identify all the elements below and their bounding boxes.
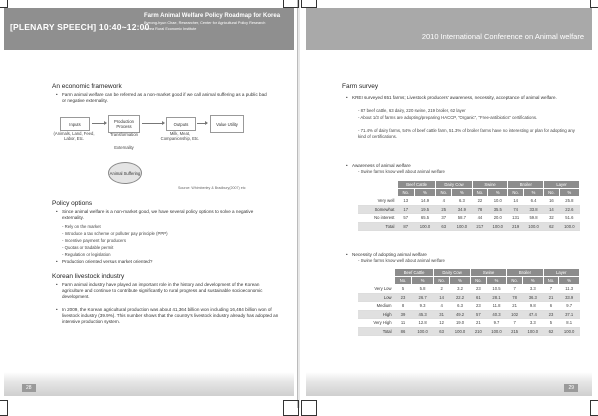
table-cell: 21: [507, 302, 523, 311]
table-cell: 215: [507, 327, 523, 336]
table-cell: 33.9: [559, 293, 580, 302]
table-cell: 44: [472, 214, 487, 223]
right-header-banner: [306, 8, 592, 50]
table-group-header: [358, 269, 580, 277]
transformation-label: Transformation: [109, 132, 138, 137]
sub-col-header: No.: [543, 277, 559, 285]
table-cell: 63: [434, 327, 450, 336]
table-cell: 21: [470, 319, 486, 328]
table-cell: 20.0: [488, 214, 508, 223]
sub-col-header: %: [452, 189, 473, 197]
table-cell: 62: [543, 327, 559, 336]
table-row: [358, 214, 580, 223]
left-header-banner: [4, 8, 294, 50]
sub-col-header: %: [486, 277, 507, 285]
col-layer: Layer: [543, 269, 579, 277]
table-cell: 22.6: [559, 205, 579, 214]
table-cell: 34.9: [452, 205, 473, 214]
value-utility-box: Value Utility: [210, 115, 244, 133]
economic-framework-bullet: • Farm animal welfare can be referred as a non-market good if we call animal suffering as a public bad or negative externality.: [56, 92, 267, 104]
policy-question-bullet: • Production oriented versus market oriented?: [56, 259, 153, 264]
policy-item: - Introduce a tax scheme or polluter pay principle (PPP): [62, 231, 168, 236]
table-cell: 14.9: [414, 197, 436, 206]
policy-options-heading: Policy options: [52, 200, 93, 207]
table-cell: 2: [434, 285, 450, 294]
table-cell: 35.5: [488, 205, 508, 214]
row-label: Somewhat: [358, 205, 397, 214]
grass-footer-right: [306, 372, 592, 396]
table-cell: 63: [436, 222, 452, 231]
table-cell: 37: [436, 214, 452, 223]
policy-item: - Incentive payment for producers: [62, 238, 127, 243]
table-cell: 217: [472, 222, 487, 231]
table-cell: 3.3: [523, 285, 544, 294]
survey-bullet: • KREI surveyed 651 farms; Livestock producers' awareness, necessity, acceptance of animal welfare.: [346, 95, 557, 100]
speaker-line: Byeong-hyun Chae, Researcher, Center for Agricultural Policy Research: [144, 21, 266, 25]
row-label: Very well: [358, 197, 397, 206]
table-cell: 17: [397, 205, 414, 214]
sub-col-header: %: [488, 189, 508, 197]
table-cell: 100.0: [523, 327, 544, 336]
crop-mark: [283, 0, 299, 8]
crop-mark: [0, 0, 8, 8]
survey-sub-no-plan: - 71.4% of dairy farms, 54% of beef cattle farm, 51.3% of broiler farms have no interesting or plan for adopting any kind of certifications.: [358, 128, 575, 139]
awareness-heading: • Awareness of animal welfare: [346, 163, 411, 168]
table-cell: 100.0: [411, 327, 433, 336]
crop-mark: [301, 0, 317, 8]
farm-survey-heading: Farm survey: [342, 83, 379, 90]
grass-footer-left: [4, 372, 294, 396]
table-cell: 3.2: [450, 285, 471, 294]
table-cell: 5.8: [411, 285, 433, 294]
table-cell: 25.8: [559, 197, 579, 206]
table-cell: 3.3: [523, 319, 544, 328]
page-number-right: 29: [564, 384, 578, 392]
externality-label: Externality: [114, 145, 134, 150]
table-cell: 23: [470, 285, 486, 294]
table-cell: 9.7: [559, 302, 580, 311]
table-cell: 100.0: [488, 222, 508, 231]
table-cell: 22: [472, 197, 487, 206]
col-dairy-cow: Dairy Cow: [434, 269, 471, 277]
table-cell: 219: [508, 222, 523, 231]
sub-col-header: %: [450, 277, 471, 285]
crop-mark: [301, 400, 317, 416]
table-cell: 12.8: [411, 319, 433, 328]
table-cell: 78: [472, 205, 487, 214]
policy-item: - Regulation or legislation: [62, 252, 111, 257]
talk-title: Farm Animal Welfare Policy Roadmap for Korea: [144, 13, 281, 19]
table-cell: 87: [397, 222, 414, 231]
sub-col-header: %: [414, 189, 436, 197]
inputs-box: Inputs: [60, 117, 90, 131]
animal-suffering-ellipse: Animal Suffering: [108, 162, 142, 184]
table-cell: 57: [397, 214, 414, 223]
table-cell: 78: [507, 293, 523, 302]
table-cell: 11: [395, 319, 412, 328]
outputs-box: Outputs: [166, 117, 196, 131]
table-cell: 31: [434, 310, 450, 319]
col-swine: Swine: [470, 269, 506, 277]
survey-sub-counts: - 87 beef cattle, 63 dairy, 220 swine, 219 broiler, 62 layer: [358, 108, 466, 113]
table-row: [358, 319, 580, 328]
sub-col-header: No.: [508, 189, 523, 197]
table-cell: 6: [543, 302, 559, 311]
table-cell: 37.1: [559, 310, 580, 319]
table-row: [358, 302, 580, 311]
livestock-industry-heading: Korean livestock industry: [52, 273, 125, 280]
arrow-outputs-value: [197, 123, 207, 124]
table-cell: 86: [395, 327, 412, 336]
inputs-description: (Animals, Land, Feed, Labor, Etc.: [53, 131, 95, 141]
table-cell: 59.8: [523, 214, 543, 223]
table-cell: 100.0: [559, 327, 580, 336]
awareness-table: [358, 180, 580, 231]
table-cell: 25: [436, 205, 452, 214]
sub-col-header: %: [523, 189, 543, 197]
diagram-source: Source: Whimberley & Bradbury(2007) etc: [178, 186, 246, 190]
table-cell: 131: [508, 214, 523, 223]
outputs-description: Milk, Meat, Companionship, Etc.: [160, 131, 200, 141]
col-dairy-cow: Dairy Cow: [436, 181, 472, 189]
table-cell: 9.3: [411, 302, 433, 311]
conference-title: 2010 International Conference on Animal welfare: [421, 32, 584, 41]
table-cell: 47.4: [523, 310, 544, 319]
table-cell: 11.3: [559, 285, 580, 294]
table-cell: 100.0: [559, 222, 579, 231]
crop-mark: [590, 0, 598, 8]
table-cell: 58.7: [452, 214, 473, 223]
table-cell: 49.2: [450, 310, 471, 319]
sub-col-header: %: [411, 277, 433, 285]
survey-sub-certifications: - About 1/3 of farms are adopting/preparing HACCP, "Organic", "Free-antibiotics" certifications.: [358, 115, 538, 120]
table-cell: 14: [508, 197, 523, 206]
table-cell: 51.6: [559, 214, 579, 223]
table-cell: 13: [397, 197, 414, 206]
page-number-left: 28: [22, 384, 36, 392]
sub-col-header: No.: [436, 189, 452, 197]
awareness-subheading: - Swine farms know well about animal welfare: [358, 169, 445, 174]
table-cell: 22.2: [450, 293, 471, 302]
crop-mark: [283, 400, 299, 416]
table-cell: 100.0: [414, 222, 436, 231]
row-label: No interest: [358, 214, 397, 223]
col-beef-cattle: Beef Cattle: [397, 181, 436, 189]
sub-col-header: No.: [472, 189, 487, 197]
policy-item: - Rely on the market: [62, 224, 101, 229]
table-cell: 14: [544, 205, 559, 214]
row-label: Very Low: [358, 285, 395, 294]
table-cell: 5: [543, 319, 559, 328]
row-label: High: [358, 310, 395, 319]
table-cell: 6.3: [450, 302, 471, 311]
table-cell: 12: [434, 319, 450, 328]
col-beef-cattle: Beef Cattle: [395, 269, 434, 277]
necessity-heading: • Necessity of adopting animal welfare: [346, 252, 427, 257]
table-cell: 100.0: [486, 327, 507, 336]
row-label: Very High: [358, 319, 395, 328]
table-row: [358, 205, 580, 214]
sub-col-header: No.: [470, 277, 486, 285]
col-broiler: Broiler: [508, 181, 544, 189]
table-cell: 10.0: [488, 197, 508, 206]
livestock-bullet-history: • Farm animal industry have played an important role in the history and development of the Korean agriculture and continue to contribute significantly to rural progress and sustainable socioeconomic development.: [56, 282, 263, 300]
left-page: [0, 0, 298, 408]
table-cell: 4: [436, 197, 452, 206]
policy-options-bullet: • Since animal welfare is a non-market good, we have several policy options to solve a negative externality.: [56, 209, 254, 221]
table-cell: 4: [434, 302, 450, 311]
table-cell: 74: [508, 205, 523, 214]
sub-col-header: %: [523, 277, 544, 285]
table-cell: 23: [395, 293, 412, 302]
table-cell: 21: [543, 293, 559, 302]
table-cell: 210: [470, 327, 486, 336]
table-cell: 28.1: [486, 293, 507, 302]
arrow-inputs-production: [92, 123, 106, 124]
necessity-table: [358, 268, 580, 336]
table-row: [358, 310, 580, 319]
table-cell: 8: [395, 302, 412, 311]
table-cell: 19.5: [414, 205, 436, 214]
plenary-title: [PLENARY SPEECH] 10:40~12:00: [10, 22, 150, 32]
table-row: [358, 285, 580, 294]
table-row: [358, 197, 580, 206]
table-cell: 6.4: [523, 197, 543, 206]
row-label: Medium: [358, 302, 395, 311]
table-cell: 11.8: [486, 302, 507, 311]
table-cell: 7: [543, 285, 559, 294]
crop-mark: [590, 400, 598, 416]
table-sub-header: [358, 189, 580, 197]
talk-info: [144, 13, 280, 31]
table-cell: 5: [395, 285, 412, 294]
institute-line: Korea Rural Economic Institute: [144, 27, 197, 31]
table-cell: 9.7: [486, 319, 507, 328]
sub-col-header: No.: [397, 189, 414, 197]
table-cell: 9.8: [523, 302, 544, 311]
table-cell: 7: [507, 285, 523, 294]
table-cell: 32: [544, 214, 559, 223]
table-row: [358, 293, 580, 302]
table-cell: 33.8: [523, 205, 543, 214]
sub-col-header: %: [559, 189, 579, 197]
table-cell: 6.3: [452, 197, 473, 206]
table-cell: 100.0: [523, 222, 543, 231]
livestock-bullet-production: • In 2009, the Korean agricultural production was about 41,364 billion won including 16,484 billion won of livestock industry (39.9%). This number shows that the country's livestock industry already has adopted an intensive production system.: [56, 307, 279, 325]
table-row: [358, 327, 580, 336]
sub-col-header: No.: [544, 189, 559, 197]
table-cell: 100.0: [450, 327, 471, 336]
necessity-subheading: - Swine farms know well about animal welfare: [358, 258, 445, 263]
table-cell: 45.3: [411, 310, 433, 319]
table-cell: 23: [543, 310, 559, 319]
table-cell: 14: [434, 293, 450, 302]
table-cell: 61: [470, 293, 486, 302]
table-cell: 57: [470, 310, 486, 319]
table-group-header: [358, 181, 580, 189]
table-cell: 62: [544, 222, 559, 231]
table-cell: 8.1: [559, 319, 580, 328]
row-label: Total: [358, 222, 397, 231]
table-cell: 10.5: [486, 285, 507, 294]
crop-mark: [0, 400, 8, 416]
table-cell: 19.0: [450, 319, 471, 328]
sub-col-header: %: [559, 277, 580, 285]
table-cell: 23: [470, 302, 486, 311]
table-cell: 36.3: [523, 293, 544, 302]
table-cell: 102: [507, 310, 523, 319]
col-layer: Layer: [544, 181, 580, 189]
sub-col-header: No.: [507, 277, 523, 285]
col-broiler: Broiler: [507, 269, 543, 277]
row-label: Total: [358, 327, 395, 336]
table-sub-header: [358, 277, 580, 285]
col-swine: Swine: [472, 181, 508, 189]
sub-col-header: No.: [434, 277, 450, 285]
table-cell: 100.0: [452, 222, 473, 231]
row-label: Low: [358, 293, 395, 302]
sub-col-header: No.: [395, 277, 412, 285]
table-cell: 16: [544, 197, 559, 206]
table-cell: 7: [507, 319, 523, 328]
production-process-box: Production Process: [108, 115, 140, 133]
economic-framework-heading: An economic framework: [52, 83, 122, 90]
table-cell: 39: [395, 310, 412, 319]
table-row: [358, 222, 580, 231]
table-cell: 40.3: [486, 310, 507, 319]
table-cell: 26.7: [411, 293, 433, 302]
arrow-production-outputs: [142, 123, 164, 124]
policy-item: - Quotas or tradable permit: [62, 245, 114, 250]
table-cell: 65.5: [414, 214, 436, 223]
right-page: [300, 0, 598, 408]
